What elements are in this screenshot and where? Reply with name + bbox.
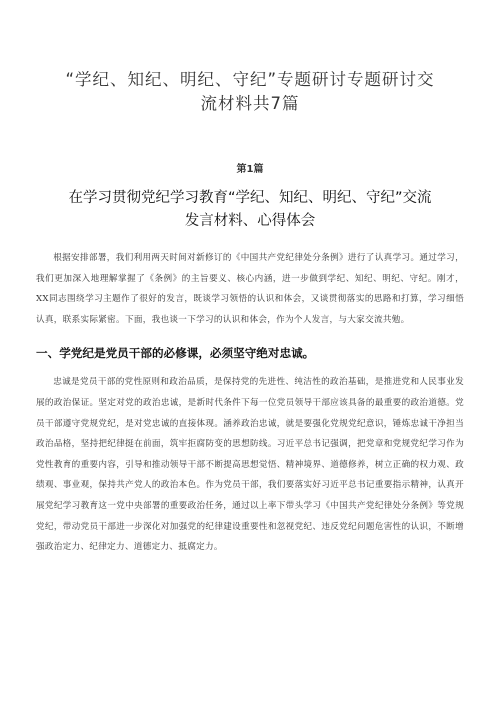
article-title: [36, 187, 464, 233]
article-title-line-1: 在学习贯彻党纪学习教育“学纪、知纪、明纪、守纪”交流: [68, 190, 432, 206]
document-title-line-1: “学纪、知纪、明纪、守纪”专题研讨专题研讨交: [65, 70, 435, 89]
document-title: [36, 0, 464, 116]
section-1-heading: 一、学党纪是党员干部的必修课，必须坚守绝对忠诚。: [36, 346, 315, 361]
section-1-paragraph: 忠诚是党员干部的党性原则和政治品质，是保持党的先进性、纯洁性的政治基础，是推进党和人民事业发展的政治保证。坚定对党的政治忠诚，是新时代条件下每一位党员领导干部应该具备的最重要的政治道德。党员干部遵守党规党纪，是对党忠诚的直接体现。涵养政治忠诚，就是要强化党规党纪意识，锤炼忠诚干净担当政治品格，坚持把纪律挺在前面，筑牢拒腐防变的思想防线。习近平总书记强调，把党章和党规党纪学习作为党性教育的重要内容，引导和推动领导干部不断提高思想觉悟、精神境界、道德修养，树立正确的权力观、政绩观、事业观，保持共产党人的政治本色。作为党员干部，我们要落实好习近平总书记重要指示精神，认真开展党纪学习教育这一党中央部署的重要政治任务，通过以上率下带头学习《中国共产党纪律处分条例》等党规党纪，带动党员干部进一步深化对加强党的纪律建设重要性和忽视党纪、违反党纪问题危害性的认识，不断增强政治定力、纪律定力、道德定力、抵腐定力。: [36, 377, 464, 553]
article-title-line-2: 发言材料、心得体会: [184, 213, 316, 229]
document-title-line-2: 流材料共7篇: [200, 94, 300, 113]
intro-paragraph: 根据安排部署，我们利用两天时间对新修订的《中国共产党纪律处分条例》进行了认真学习。通过学习，我们更加深入地理解掌握了《条例》的主旨要义、核心内涵，进一步做到学纪、知纪、明纪、守纪。刚才，XX同志围绕学习主题作了很好的发言，既谈学习领悟的认识和体会，又谈贯彻落实的思路和打算，学习细悟认真，联系实际紧密。下面，我也谈一下学习的认识和体会，作为个人发言，与大家交流共勉。: [36, 253, 464, 325]
part-label: 第1篇: [236, 164, 264, 175]
